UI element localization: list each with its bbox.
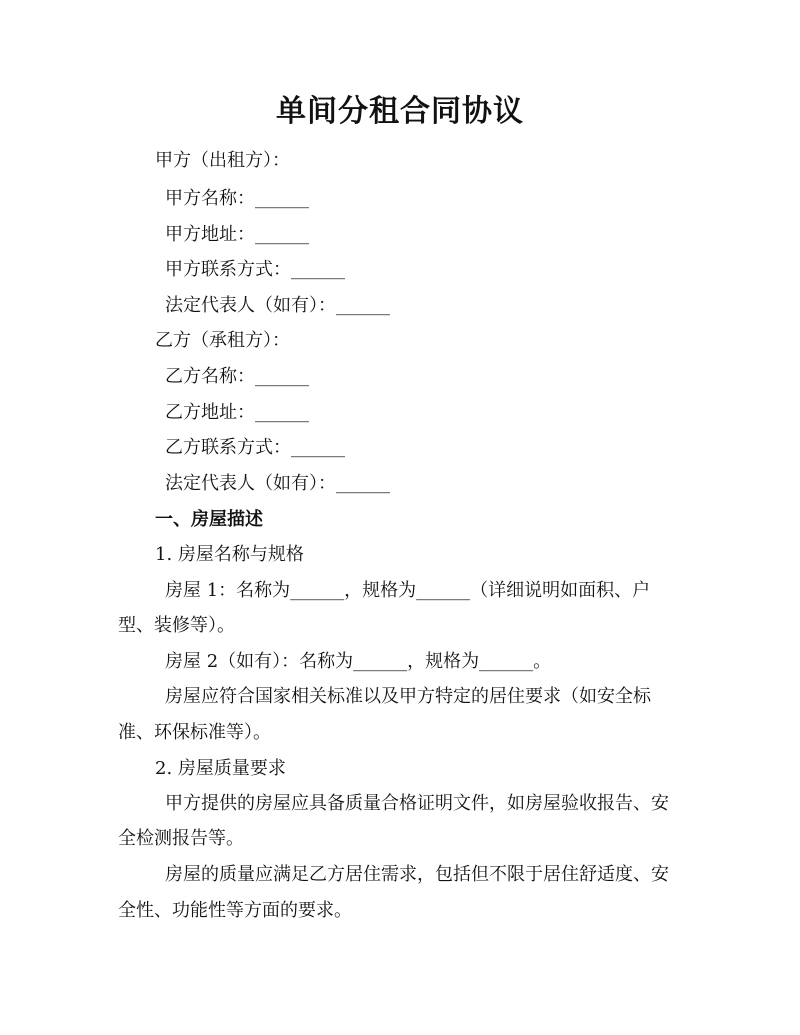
party-b-contact: 乙方联系方式：______ <box>165 437 345 458</box>
section-1-heading: 一、房屋描述 <box>155 509 263 530</box>
party-a-representative: 法定代表人（如有）：______ <box>165 295 390 316</box>
room-1-spec-continued: 型、装修等）。 <box>118 615 235 636</box>
room-2-spec: 房屋 2（如有）：名称为______，规格为______。 <box>165 651 552 672</box>
party-a-name: 甲方名称：______ <box>165 188 309 209</box>
subsection-2-heading: 2. 房屋质量要求 <box>155 758 286 779</box>
room-standard: 房屋应符合国家相关标准以及甲方特定的居住要求（如安全标 <box>165 686 651 707</box>
party-a-address: 甲方地址：______ <box>165 224 309 245</box>
party-b-name: 乙方名称：______ <box>165 366 309 387</box>
party-a-contact: 甲方联系方式：______ <box>165 259 345 280</box>
quality-requirement-continued: 全性、功能性等方面的要求。 <box>118 900 352 921</box>
document-title: 单间分租合同协议 <box>276 94 524 129</box>
room-1-spec: 房屋 1：名称为______，规格为______（详细说明如面积、户 <box>165 580 651 601</box>
party-a-heading: 甲方（出租方）： <box>155 150 290 171</box>
subsection-1-heading: 1. 房屋名称与规格 <box>155 544 304 565</box>
quality-certificate: 甲方提供的房屋应具备质量合格证明文件，如房屋验收报告、安 <box>165 793 669 814</box>
party-b-heading: 乙方（承租方）： <box>155 330 290 351</box>
party-b-representative: 法定代表人（如有）：______ <box>165 473 390 494</box>
quality-certificate-continued: 全检测报告等。 <box>118 828 244 849</box>
party-b-address: 乙方地址：______ <box>165 402 309 423</box>
quality-requirement: 房屋的质量应满足乙方居住需求，包括但不限于居住舒适度、安 <box>165 864 669 885</box>
room-standard-continued: 准、环保标准等）。 <box>118 722 271 743</box>
